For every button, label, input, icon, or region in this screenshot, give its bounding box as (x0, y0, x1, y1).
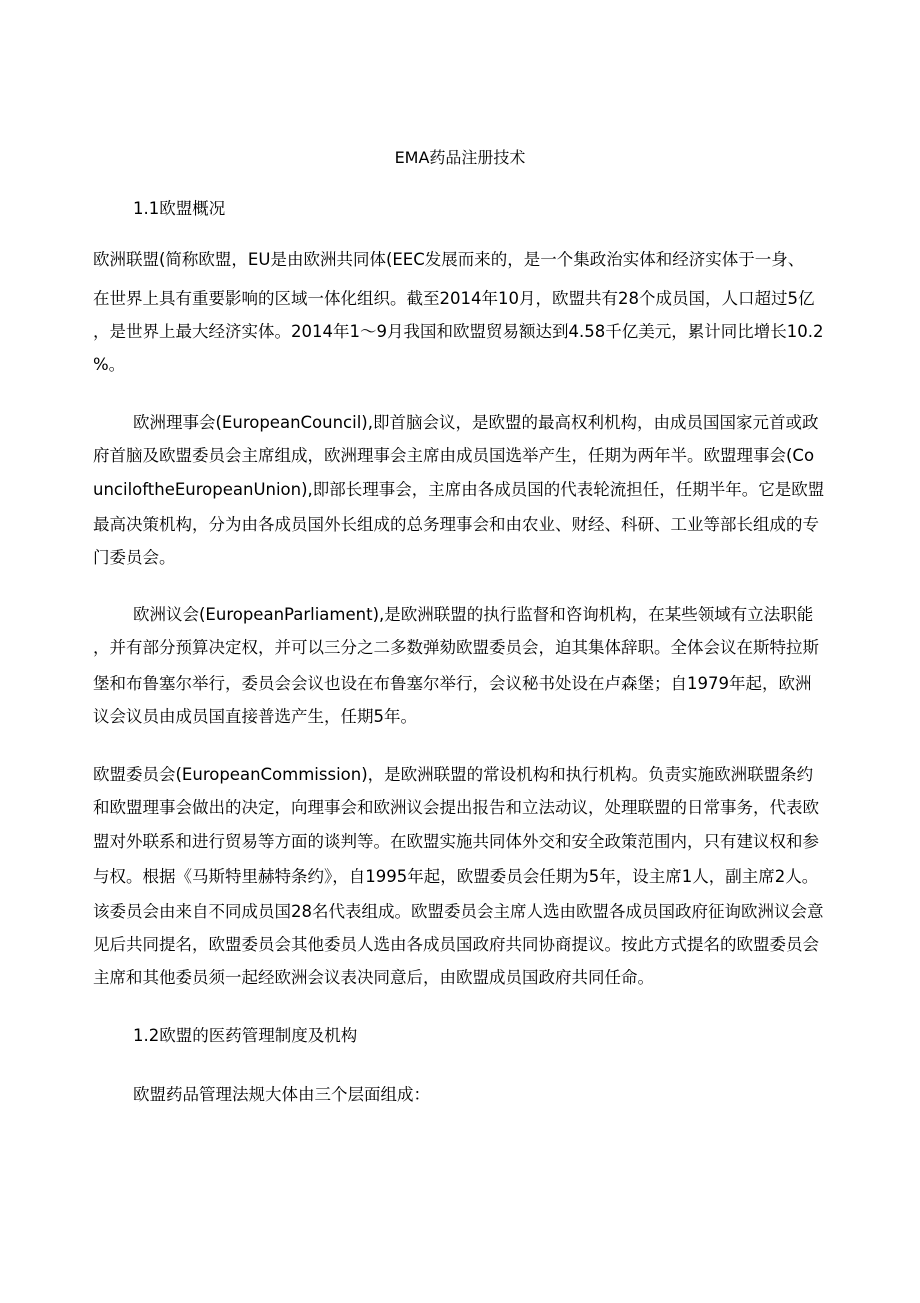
paragraph-line: 门委员会。 (93, 548, 176, 567)
paragraph-line: 欧洲联盟(简称欧盟，EU是由欧洲共同体(EEC发展而来的，是一个集政治实体和经济实体于一身、 (93, 250, 805, 269)
paragraph-line: 议会议员由成员国直接普选产生，任期5年。 (93, 707, 417, 726)
paragraph-line: 府首脑及欧盟委员会主席组成，欧洲理事会主席由成员国选举产生，任期为两年半。欧盟理事会(Co (93, 446, 815, 465)
paragraph-line: 欧盟药品管理法规大体由三个层面组成： (133, 1085, 430, 1104)
section-heading-1-1: 1.1欧盟概况 (133, 199, 226, 218)
paragraph-line: 欧盟委员会(EuropeanCommission)，是欧洲联盟的常设机构和执行机构。负责实施欧洲联盟条约 (93, 765, 814, 784)
paragraph-line: 盟对外联系和进行贸易等方面的谈判等。在欧盟实施共同体外交和安全政策范围内，只有建议权和参 (93, 832, 819, 851)
paragraph-line: 见后共同提名，欧盟委员会其他委员人选由各成员国政府共同协商提议。按此方式提名的欧盟委员会 (93, 935, 819, 954)
paragraph-line: 和欧盟理事会做出的决定，向理事会和欧洲议会提出报告和立法动议，处理联盟的日常事务，代表欧 (93, 798, 819, 817)
paragraph-line: 欧洲理事会(EuropeanCouncil),即首脑会议，是欧盟的最高权利机构，由成员国国家元首或政 (133, 413, 819, 432)
paragraph-line: 与权。根据《马斯特里赫特条约》，自1995年起，欧盟委员会任期为5年，设主席1人，副主席2人。 (93, 867, 819, 886)
paragraph-line: 最高决策机构，分为由各成员国外长组成的总务理事会和由农业、财经、科研、工业等部长组成的专 (93, 515, 819, 534)
paragraph-line: %。 (93, 355, 126, 374)
paragraph-line: 在世界上具有重要影响的区域一体化组织。截至2014年10月，欧盟共有28个成员国，人口超过5亿 (93, 289, 815, 308)
paragraph-line: 主席和其他委员须一起经欧洲会议表决同意后，由欧盟成员国政府共同任命。 (93, 968, 654, 987)
paragraph-line: 堡和布鲁塞尔举行，委员会会议也设在布鲁塞尔举行，会议秘书处设在卢森堡；自1979年起，欧洲 (93, 674, 812, 693)
paragraph-line: ，并有部分预算决定权，并可以三分之二多数弹劾欧盟委员会，迫其集体辞职。全体会议在斯特拉斯 (93, 638, 819, 657)
paragraph-line: unciloftheEuropeanUnion),即部长理事会，主席由各成员国的代表轮流担任，任期半年。它是欧盟 (93, 480, 825, 499)
document-title: EMA药品注册技术 (394, 148, 526, 167)
paragraph-line: ，是世界上最大经济实体。2014年1～9月我国和欧盟贸易额达到4.58千亿美元，累计同比增长10.2 (93, 322, 824, 341)
section-heading-1-2: 1.2欧盟的医药管理制度及机构 (133, 1026, 358, 1045)
paragraph-line: 欧洲议会(EuropeanParliament),是欧洲联盟的执行监督和咨询机构，在某些领域有立法职能 (133, 605, 814, 624)
paragraph-line: 该委员会由来自不同成员国28名代表组成。欧盟委员会主席人选由欧盟各成员国政府征询欧洲议会意 (93, 902, 824, 921)
